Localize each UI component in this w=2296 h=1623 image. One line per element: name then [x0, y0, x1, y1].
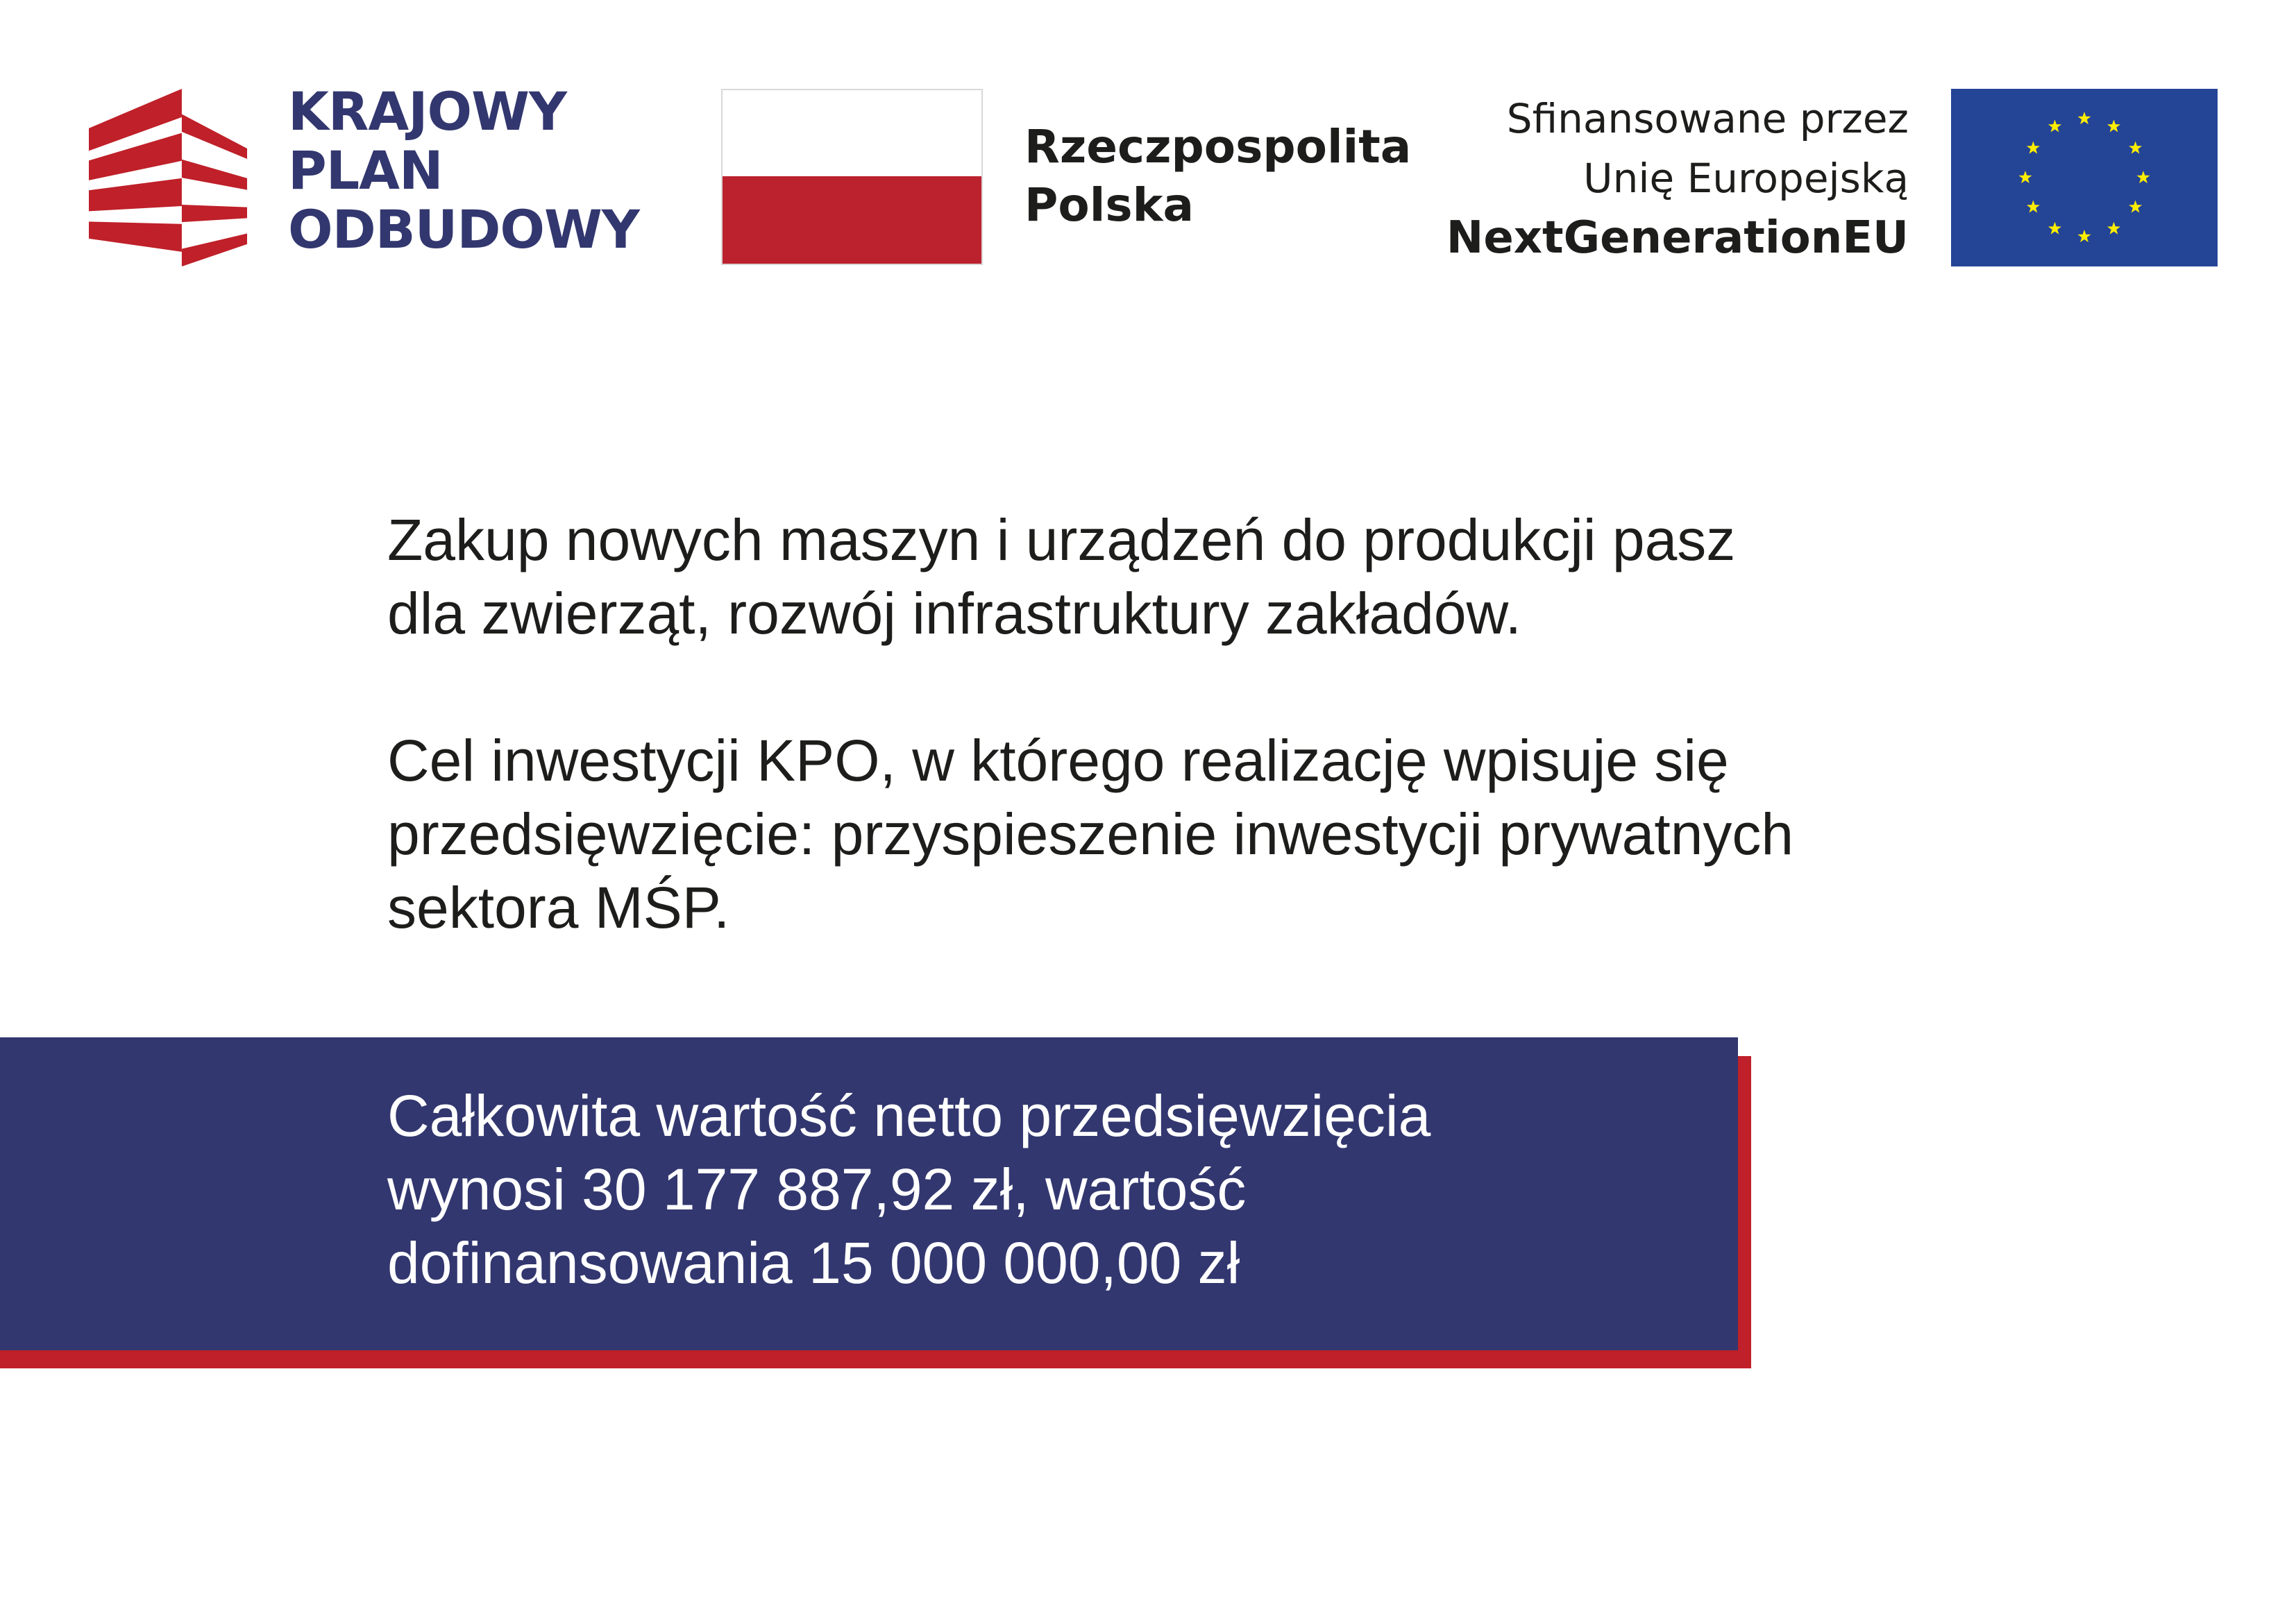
kpo-line-3: ODBUDOWY	[288, 198, 639, 260]
eu-line-2: Unię Europejską	[1583, 155, 1909, 202]
poland-line-2: Polska	[1024, 178, 1195, 232]
kpo-logo-text	[288, 82, 639, 259]
eu-star-icon	[2018, 171, 2032, 183]
eu-star-icon	[2077, 112, 2091, 124]
description-line: dla zwierząt, rozwój infrastruktury zakładów.	[387, 581, 1521, 646]
eu-funding-text	[1446, 89, 1909, 268]
eu-star-icon	[2077, 230, 2091, 242]
eu-star-icon	[2107, 119, 2120, 132]
eu-flag-icon	[1951, 89, 2218, 266]
eu-star-icon	[2107, 222, 2120, 235]
eu-line-1: Sfinansowane przez	[1506, 95, 1909, 142]
value-line: Całkowita wartość netto przedsięwzięcia	[387, 1083, 1431, 1148]
eu-star-icon	[2048, 222, 2061, 235]
eu-star-icon	[2136, 171, 2150, 183]
kpo-logo-icon	[89, 89, 247, 266]
kpo-line-1: KRAJOWY	[288, 80, 566, 142]
poland-flag-icon	[721, 89, 983, 265]
investment-goal-line: Cel inwestycji KPO, w którego realizację wpisuje się	[387, 728, 1729, 793]
value-line: dofinansowania 15 000 000,00 zł	[387, 1230, 1240, 1295]
eu-star-icon	[2129, 201, 2142, 213]
poland-line-1: Rzeczpospolita	[1024, 120, 1412, 173]
project-description	[387, 503, 1793, 944]
poland-logo-text	[1024, 118, 1411, 235]
value-box-text	[387, 1079, 1430, 1300]
value-line: wynosi 30 177 887,92 zł, wartość	[387, 1157, 1247, 1222]
investment-goal-line: sektora MŚP.	[387, 875, 730, 940]
eu-line-3: NextGenerationEU	[1446, 212, 1909, 264]
investment-goal-line: przedsięwzięcie: przyspieszenie inwestycji prywatnych	[387, 801, 1794, 867]
eu-star-icon	[2027, 201, 2040, 213]
kpo-line-2: PLAN	[288, 139, 443, 201]
description-line: Zakup nowych maszyn i urządzeń do produkcji pasz	[387, 507, 1736, 572]
eu-star-icon	[2129, 142, 2142, 154]
eu-star-icon	[2048, 119, 2061, 132]
eu-star-icon	[2027, 142, 2040, 154]
